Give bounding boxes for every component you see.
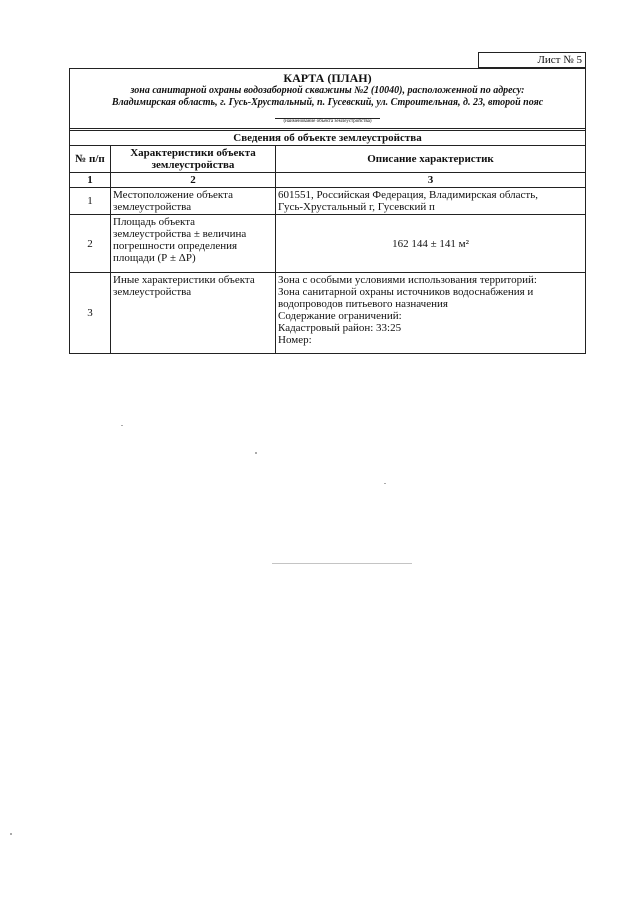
row-number: 1 <box>70 188 111 215</box>
col-header-description: Описание характеристик <box>276 146 586 173</box>
scan-artifact <box>255 452 257 454</box>
section-title: Сведения об объекте землеустройства <box>70 130 585 146</box>
scan-artifact <box>121 425 123 426</box>
row-description <box>276 188 586 215</box>
row-description <box>276 215 586 273</box>
description-line: Номер: <box>278 334 312 346</box>
info-table <box>70 146 585 353</box>
table-header-row <box>70 146 585 173</box>
row-characteristic: Иные характеристики объекта землеустройства <box>111 273 276 353</box>
row-number: 2 <box>70 215 111 273</box>
row-characteristic: Местоположение объекта землеустройства <box>111 188 276 215</box>
row-description <box>276 273 586 353</box>
map-caption: (наименование объекта землеустройства) <box>275 118 379 125</box>
row-characteristic: Площадь объекта землеустройства ± величина погрешности определения площади (Р ± ΔР) <box>111 215 276 273</box>
table-row <box>70 273 585 353</box>
scan-artifact <box>272 563 412 564</box>
scan-artifact <box>10 833 12 835</box>
column-index-row <box>70 173 585 188</box>
map-subtitle-line-2: Владимирская область, г. Гусь-Хрустальный, п. Гусевский, ул. Строительная, д. 23, второй пояс <box>111 97 544 108</box>
column-index-2: 2 <box>111 173 276 188</box>
col-header-characteristic: Характеристики объекта землеустройства <box>111 146 276 173</box>
table-row <box>70 215 585 273</box>
column-index-1: 1 <box>70 173 111 188</box>
description-line: Зона с особыми условиями использования территорий: <box>278 274 537 286</box>
description-line: Содержание ограничений: <box>278 310 402 322</box>
description-line: Кадастровый район: 33:25 <box>278 322 402 334</box>
description-line: водопроводов питьевого назначения <box>278 298 448 310</box>
row-number: 3 <box>70 273 111 353</box>
description-line: Гусь-Хрустальный г, Гусевский п <box>278 201 435 213</box>
description-line: Зона санитарной охраны источников водоснабжения и <box>278 286 534 298</box>
table-row <box>70 188 585 215</box>
map-title: КАРТА (ПЛАН) <box>283 71 372 85</box>
column-index-3: 3 <box>276 173 586 188</box>
area-value: 162 144 ± 141 м² <box>392 237 469 250</box>
scan-artifact <box>384 483 386 484</box>
description-line: 601551, Российская Федерация, Владимирская область, <box>278 189 538 201</box>
map-subtitle-line-1: зона санитарной охраны водозаборной скважины №2 (10040), расположенной по адресу: <box>130 85 525 96</box>
col-header-num: № п/п <box>70 146 111 173</box>
map-header <box>70 69 585 129</box>
document-table <box>69 68 586 354</box>
sheet-number: Лист № 5 <box>478 52 586 68</box>
